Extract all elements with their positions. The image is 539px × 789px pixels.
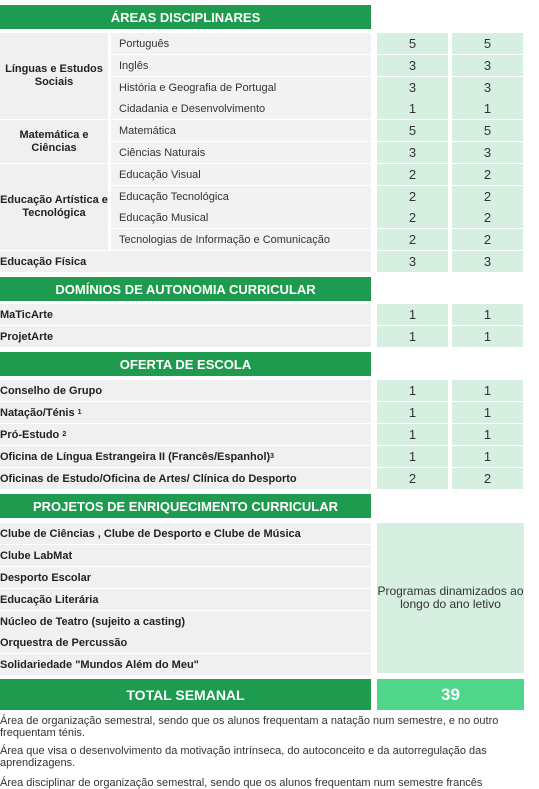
row-label: ProjetArte xyxy=(0,330,54,343)
total-value: 39 xyxy=(377,679,524,710)
value-cell: 1 xyxy=(452,380,523,401)
row-label: MaTicArte xyxy=(0,308,53,321)
table-row xyxy=(0,654,371,676)
row-label: Clube LabMat xyxy=(0,549,73,562)
row-label: Educação Literária xyxy=(0,593,99,606)
header-areas: ÁREAS DISCIPLINARES xyxy=(0,5,371,29)
footnote-ref: 2 xyxy=(62,431,67,438)
value-cell: 3 xyxy=(452,55,523,76)
value-cell: 3 xyxy=(452,251,523,272)
table-row xyxy=(0,567,371,589)
value-cell: 1 xyxy=(377,98,448,119)
subject-row: Educação Tecnológica xyxy=(111,186,371,207)
value-cell: 3 xyxy=(452,142,523,163)
subject-row: Educação Musical xyxy=(111,207,371,228)
row-label: Educação Física xyxy=(0,255,87,268)
table-row xyxy=(0,380,371,402)
value-cell: 1 xyxy=(377,424,448,445)
row-label: Oficina de Língua Estrangeira II (Francês/Espanhol) 3 xyxy=(0,450,275,463)
value-cell: 2 xyxy=(377,229,448,250)
value-cell: 3 xyxy=(377,251,448,272)
row-label: Desporto Escolar xyxy=(0,571,92,584)
row-label: Orquestra de Percussão xyxy=(0,636,128,649)
footnote-ref: 3 xyxy=(270,453,275,460)
value-cell: 3 xyxy=(377,55,448,76)
value-cell: 1 xyxy=(377,446,448,467)
value-cell: 2 xyxy=(377,207,448,228)
header-oferta: OFERTA DE ESCOLA xyxy=(0,352,371,376)
value-cell: 1 xyxy=(452,326,523,347)
value-cell: 3 xyxy=(377,77,448,98)
subject-row: Ciências Naturais xyxy=(111,142,371,163)
subject-row: História e Geografia de Portugal xyxy=(111,77,371,98)
value-cell: 5 xyxy=(377,120,448,141)
category-linguas: Línguas e Estudos Sociais xyxy=(0,33,108,119)
value-cell: 1 xyxy=(377,326,448,347)
row-label: Solidariedade "Mundos Além do Meu" xyxy=(0,658,199,671)
subject-row: Educação Visual xyxy=(111,164,371,185)
footnote-ref: 1 xyxy=(77,409,82,416)
table-row xyxy=(0,402,371,424)
row-label: Clube de Ciências , Clube de Desporto e Clube de Música xyxy=(0,527,301,540)
value-cell: 1 xyxy=(452,98,523,119)
subject-row: Português xyxy=(111,33,371,54)
row-label: Núcleo de Teatro (sujeito a casting) xyxy=(0,615,185,628)
subject-row-educacao-fisica xyxy=(0,251,371,273)
category-educacao-artistica: Educação Artística e Tecnológica xyxy=(0,164,108,250)
value-cell: 2 xyxy=(452,207,523,228)
value-cell: 1 xyxy=(452,424,523,445)
table-row xyxy=(0,589,371,611)
table-row xyxy=(0,632,371,654)
table-row xyxy=(0,468,371,490)
value-cell: 1 xyxy=(452,402,523,423)
value-cell: 5 xyxy=(452,33,523,54)
value-cell: 1 xyxy=(452,446,523,467)
value-cell: 5 xyxy=(452,120,523,141)
table-row xyxy=(0,523,371,545)
value-cell: 2 xyxy=(377,164,448,185)
subject-row: Inglês xyxy=(111,55,371,76)
table-row xyxy=(0,545,371,567)
table-row xyxy=(0,446,371,468)
category-matematica: Matemática e Ciências xyxy=(0,120,108,163)
footnote-1: Área de organização semestral, sendo que os alunos frequentam a natação num semestre, e no outro frequentam ténis. xyxy=(0,715,499,739)
value-cell: 5 xyxy=(377,33,448,54)
value-cell: 3 xyxy=(377,142,448,163)
table-row xyxy=(0,326,371,348)
value-cell: 2 xyxy=(452,468,523,489)
subject-row: Tecnologias de Informação e Comunicação xyxy=(111,229,371,250)
value-cell: 2 xyxy=(377,468,448,489)
subject-row: Matemática xyxy=(111,120,371,141)
table-row xyxy=(0,611,371,633)
header-dominios: DOMÍNIOS DE AUTONOMIA CURRICULAR xyxy=(0,277,371,301)
footnote-3: Área disciplinar de organização semestral, sendo que os alunos frequentam num semestre francês xyxy=(0,777,483,789)
header-projetos: PROJETOS DE ENRIQUECIMENTO CURRICULAR xyxy=(0,494,371,518)
footnote-2: Área que visa o desenvolvimento da motivação intrínseca, do autoconceito e da autorregulação das aprendizagens. xyxy=(0,745,487,769)
row-label: Natação/Ténis 1 xyxy=(0,406,82,419)
value-cell: 2 xyxy=(377,186,448,207)
row-label: Conselho de Grupo xyxy=(0,384,103,397)
value-cell: 2 xyxy=(452,164,523,185)
value-cell: 1 xyxy=(452,304,523,325)
row-label: Oficinas de Estudo/Oficina de Artes/ Clínica do Desporto xyxy=(0,472,297,485)
value-cell: 2 xyxy=(452,186,523,207)
subject-row: Cidadania e Desenvolvimento xyxy=(111,98,371,119)
programas-cell: Programas dinamizados ao longo do ano letivo xyxy=(377,523,524,673)
value-cell: 1 xyxy=(377,402,448,423)
value-cell: 2 xyxy=(452,229,523,250)
table-row xyxy=(0,424,371,446)
row-label: Pró-Estudo 2 xyxy=(0,428,67,441)
table-row xyxy=(0,304,371,326)
value-cell: 1 xyxy=(377,304,448,325)
value-cell: 1 xyxy=(377,380,448,401)
total-label: TOTAL SEMANAL xyxy=(0,679,371,710)
value-cell: 3 xyxy=(452,77,523,98)
